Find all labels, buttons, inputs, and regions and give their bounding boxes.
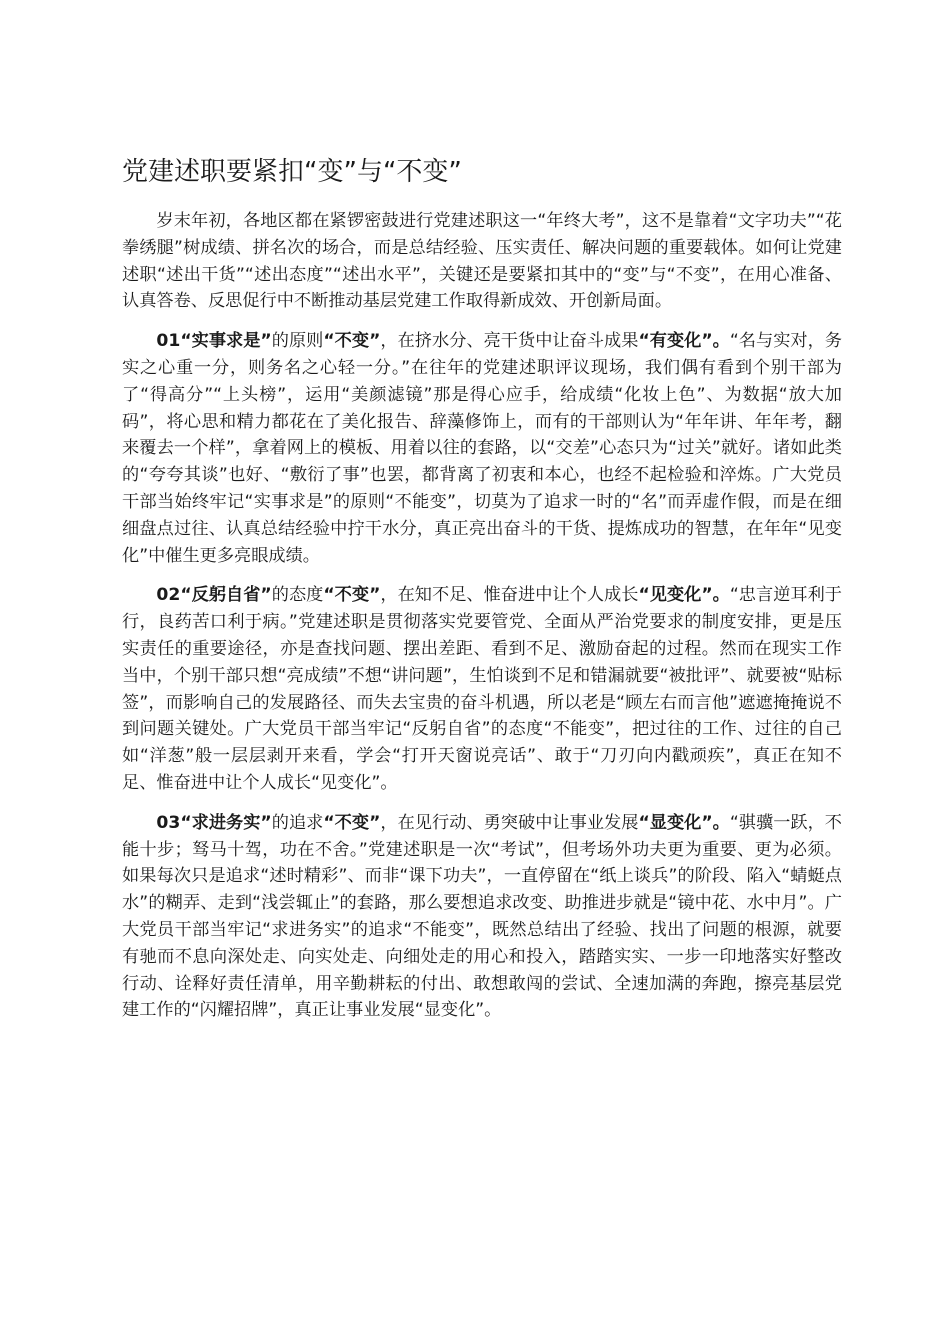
- section-03-head-unchanged: “不变”: [323, 812, 381, 833]
- section-02-head-change: “见变化”。: [638, 585, 730, 606]
- intro-paragraph: 岁末年初，各地区都在紧锣密鼓进行党建述职这一“年终大考”，这不是靠着“文字功夫”“花拳绣腿”树成绩、拼名次的场合，而是总结经验、压实责任、解决问题的重要载体。如何让党建述职“述出干货”“述出态度”“述出水平”，关键还是要紧扣其中的“变”与“不变”，在用心准备、认真答卷、反思促行中不断推动基层党建工作取得新成效、开创新局面。: [122, 211, 842, 312]
- section-01-head-middle: ，在挤水分、亮干货中让奋斗成果: [380, 331, 639, 352]
- section-01-paragraph: [122, 328, 842, 569]
- section-02-head-text: 的态度: [271, 585, 324, 606]
- section-02-paragraph: [122, 582, 842, 796]
- section-01-number: 01: [156, 331, 181, 352]
- section-02-head-middle: ，在知不足、惟奋进中让个人成长: [380, 585, 639, 606]
- section-02-number: 02: [156, 585, 181, 606]
- document-body: [122, 208, 842, 1037]
- section-03-head-text: 的追求: [271, 812, 324, 833]
- section-02-head-unchanged: “不变”: [323, 585, 381, 606]
- section-01-head-change: “有变化”。: [638, 331, 730, 352]
- section-01-head-unchanged: “不变”: [323, 331, 381, 352]
- document-title: 党建述职要紧扣“变”与“不变”: [122, 157, 462, 187]
- section-02-head-quote: “反躬自省”: [180, 585, 272, 606]
- section-01-body: “名与实对，务实之心重一分，则务名之心轻一分。”在往年的党建述职评议现场，我们偶有看到个别干部为了“得高分”“上头榜”，运用“美颜滤镜”那是得心应手，给成绩“化妆上色”、为数据“放大加码”，将心思和精力都花在了美化报告、辞藻修饰上，而有的干部则认为“年年讲、年年考，翻来覆去一个样”，拿着网上的模板、用着以往的套路，以“交差”心态只为“过关”就好。诸如此类的“夸夸其谈”也好、“敷衍了事”也罢，都背离了初衷和本心，也经不起检验和淬炼。广大党员干部当始终牢记“实事求是”的原则“不能变”，切莫为了追求一时的“名”而弄虚作假，而是在细细盘点过往、认真总结经验中拧干水分，真正亮出奋斗的干货、提炼成功的智慧，在年年“见变化”中催生更多亮眼成绩。: [122, 331, 842, 566]
- section-03-head-middle: ，在见行动、勇突破中让事业发展: [380, 812, 639, 833]
- section-03-head-quote: “求进务实”: [180, 812, 272, 833]
- section-02-body: “忠言逆耳利于行，良药苦口利于病。”党建述职是贯彻落实党要管党、全面从严治党要求的制度安排，更是压实责任的重要途径，亦是查找问题、摆出差距、看到不足、激励奋起的过程。然而在现实工作当中，个别干部只想“亮成绩”不想“讲问题”，生怕谈到不足和错漏就要“被批评”、就要被“贴标签”，而影响自己的发展路径、而失去宝贵的奋斗机遇，所以老是“顾左右而言他”遮遮掩掩说不到问题关键处。广大党员干部当牢记“反躬自省”的态度“不能变”，把过往的工作、过往的自己如“洋葱”般一层层剥开来看，学会“打开天窗说亮话”、敢于“刀刃向内戳顽疾”，真正在知不足、惟奋进中让个人成长“见变化”。: [122, 585, 842, 793]
- section-03-number: 03: [156, 812, 181, 833]
- section-03-paragraph: [122, 810, 842, 1024]
- section-01-head-text: 的原则: [271, 331, 324, 352]
- section-03-head-change: “显变化”。: [638, 812, 730, 833]
- section-03-body: “骐骥一跃，不能十步；驽马十驾，功在不舍。”党建述职是一次“考试”，但考场外功夫更为重要、更为必须。如果每次只是追求“述时精彩”、而非“课下功夫”，一直停留在“纸上谈兵”的阶段、陷入“蜻蜓点水”的糊弄、走到“浅尝辄止”的套路，那么要想追求改变、助推进步就是“镜中花、水中月”。广大党员干部当牢记“求进务实”的追求“不能变”，既然总结出了经验、找出了问题的根源，就要有驰而不息向深处走、向实处走、向细处走的用心和投入，踏踏实实、一步一印地落实好整改行动、诠释好责任清单，用辛勤耕耘的付出、敢想敢闯的尝试、全速加满的奔跑，擦亮基层党建工作的“闪耀招牌”，真正让事业发展“显变化”。: [122, 812, 842, 1021]
- section-01-head-quote: “实事求是”: [180, 331, 272, 352]
